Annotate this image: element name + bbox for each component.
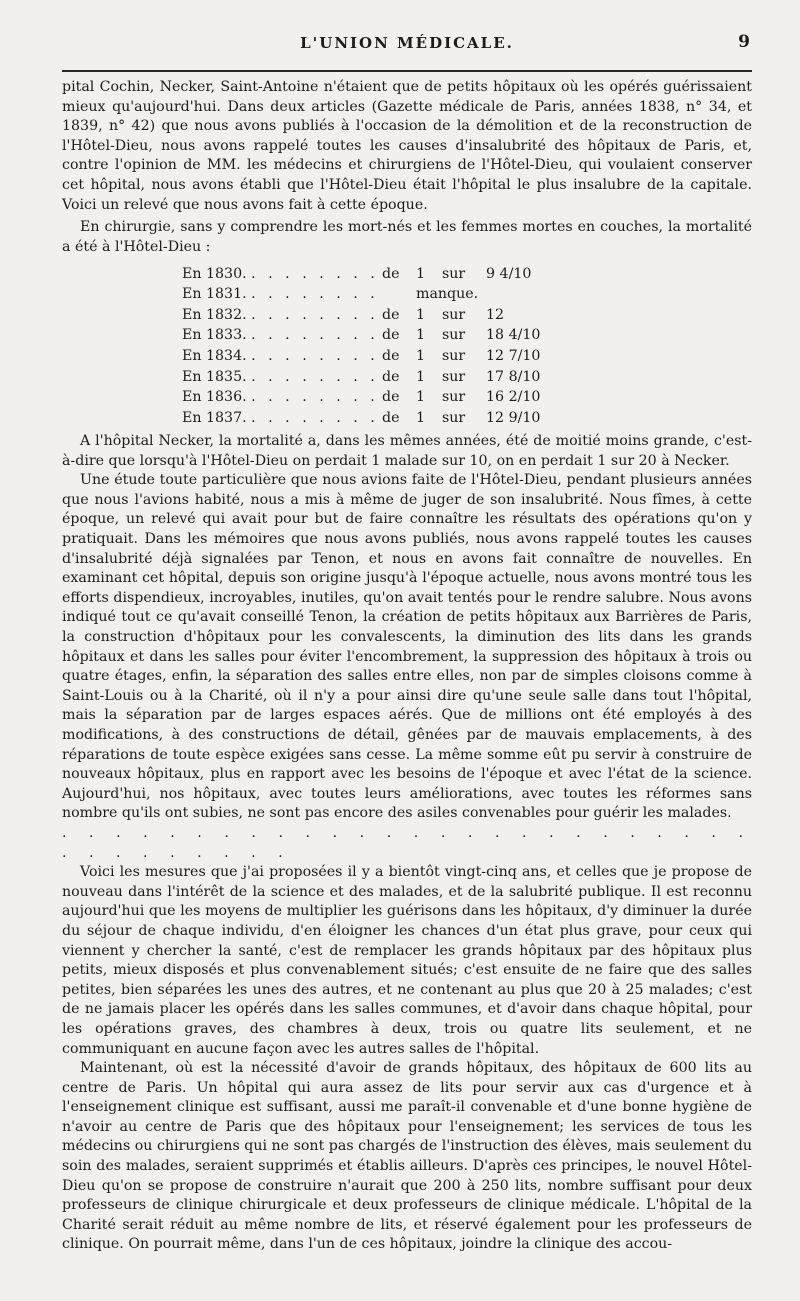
ratio-one: 1 bbox=[416, 306, 426, 323]
mortality-table bbox=[182, 263, 566, 428]
word-sur: sur bbox=[442, 409, 466, 426]
ratio-one: 1 bbox=[416, 368, 426, 385]
word-de: de bbox=[382, 306, 400, 323]
body-text bbox=[62, 78, 752, 1255]
dot-leader: . . . . . . . . bbox=[251, 327, 379, 344]
word-sur: sur bbox=[442, 265, 466, 282]
word-de: de bbox=[382, 389, 400, 406]
word-sur: sur bbox=[442, 348, 466, 365]
dot-leader: . . . . . . . . bbox=[251, 368, 379, 385]
ratio-one: 1 bbox=[416, 348, 426, 365]
page-number: 9 bbox=[738, 32, 750, 52]
paragraph-3: A l'hôpital Necker, la mortalité a, dans les mêmes années, été de moitié moins grande, c'est-à-dire que lorsqu'à l'Hôtel-Dieu on perdait 1 malade sur 10, on en perdait 1 sur 20 à Necker. bbox=[62, 433, 752, 469]
word-sur: sur bbox=[442, 327, 466, 344]
running-title: L'UNION MÉDICALE. bbox=[300, 34, 514, 52]
ratio-one: 1 bbox=[416, 265, 426, 282]
dot-leader: . . . . . . . . bbox=[251, 409, 379, 426]
ratio-one: 1 bbox=[416, 389, 426, 406]
paragraph-5: Voici les mesures que j'ai proposées il y a bientôt vingt-cinq ans, et celles que je propose de nouveau dans l'intérêt de la science et des malades, et de la salubrité publique. Il est reconnu aujourd'hui que les moyens de multiplier les guérisons dans les hôpitaux, d'y diminuer la durée du séjour de chaque individu, d'en éloigner les chances d'un état plus grave, pour ceux qui viennent y chercher la santé, c'est de remplacer les grands hôpitaux par des hôpitaux plus petits, mieux disposés et plus convenablement situés; c'est ensuite de ne faire que des salles petites, bien séparées les unes des autres, et ne contenant au plus que 20 à 25 malades; c'est de ne jamais placer les opérés dans les salles communes, et d'avoir dans chaque hôpital, pour les opérations graves, des chambres à deux, trois ou quatre lits seulement, et ne communiquant en aucune façon avec les autres salles de l'hôpital. bbox=[62, 864, 752, 1057]
paragraph-4-leaders: . . . . . . . . . . . . . . . . . . . . . . . . . . . . . . . . . . . bbox=[62, 824, 752, 861]
table-row bbox=[182, 387, 566, 408]
year-label: En 1833. bbox=[182, 327, 247, 344]
word-de: de bbox=[382, 409, 400, 426]
word-sur: sur bbox=[442, 306, 466, 323]
year-label: En 1830. bbox=[182, 265, 247, 282]
year-label: En 1837. bbox=[182, 409, 247, 426]
word-de: de bbox=[382, 327, 400, 344]
year-label: En 1832. bbox=[182, 306, 247, 323]
paragraph-4: Une étude toute particulière que nous avions faite de l'Hôtel-Dieu, pendant plusieurs années que nous l'avions habité, nous a mis à même de juger de son insalubrité. Nous fîmes, à cette époque, un relevé qui avait pour but de faire connaître les résultats des opérations qu'on y pratiquait. Dans les mémoires que nous avons publiés, nous avons rappelé toutes les causes d'insalubrité déjà signalées par Tenon, et nous en avons fait connaître de nouvelles. En examinant cet hôpital, depuis son origine jusqu'à l'époque actuelle, nous avons montré tous les efforts dispendieux, incroyables, inutiles, qu'on avait tentés pour le rendre salubre. Nous avons indiqué tout ce qu'avait conseillé Tenon, la création de petits hôpitaux aux Barrières de Paris, la construction d'hôpitaux pour les convalescents, la diminution des lits dans les grands hôpitaux et dans les salles pour éviter l'encombrement, la suppression des hôpitaux à trois ou quatre étages, enfin, la séparation des salles entre elles, non par de simples cloisons comme à Saint-Louis ou à la Charité, où il n'y a pour ainsi dire qu'une seule salle dans tout l'hôpital, mais la séparation par de larges espaces aérés. Que de millions ont été employés à des modifications, à des constructions de détail, gênées par de mauvais emplacements, à des réparations de toute espèce exigées sans cesse. La même somme eût pu servir à construire de nouveaux hôpitaux, plus en rapport avec les besoins de l'époque et avec l'état de la science. Aujourd'hui, nos hôpitaux, avec toutes leurs améliorations, avec toutes les réformes sans nombre qu'ils ont subies, ne sont pas encore des asiles convenables pour guérir les malades. bbox=[62, 472, 752, 822]
ratio-value: 17 8/10 bbox=[486, 368, 541, 385]
table-row bbox=[182, 263, 566, 284]
ratio-value: 12 bbox=[486, 306, 505, 323]
word-sur: sur bbox=[442, 389, 466, 406]
year-label: En 1835. bbox=[182, 368, 247, 385]
table-row bbox=[182, 346, 566, 367]
dot-leader: . . . . . . . . bbox=[251, 265, 379, 282]
year-label: En 1831. bbox=[182, 286, 247, 303]
ratio-value: 12 7/10 bbox=[486, 348, 541, 365]
word-sur: sur bbox=[442, 368, 466, 385]
ratio-one: 1 bbox=[416, 327, 426, 344]
ratio-value: 12 9/10 bbox=[486, 409, 541, 426]
dot-leader: . . . . . . . . bbox=[251, 389, 379, 406]
word-de: de bbox=[382, 368, 400, 385]
table-row bbox=[182, 366, 566, 387]
year-label: En 1834. bbox=[182, 348, 247, 365]
dot-leader: . . . . . . . . bbox=[251, 348, 379, 365]
ratio-value: 18 4/10 bbox=[486, 327, 541, 344]
ratio-value: 16 2/10 bbox=[486, 389, 541, 406]
word-de: de bbox=[382, 265, 400, 282]
table-row bbox=[182, 284, 566, 305]
dot-leader: . . . . . . . . bbox=[251, 286, 379, 303]
missing-note: manque. bbox=[416, 286, 479, 303]
dot-leader: . . . . . . . . bbox=[251, 306, 379, 323]
paragraph-1: pital Cochin, Necker, Saint-Antoine n'étaient que de petits hôpitaux où les opérés guérissaient mieux qu'aujourd'hui. Dans deux articles (Gazette médicale de Paris, années 1838, n° 34, et 1839, n° 42) que nous avons publiés à l'occasion de la démolition et de la reconstruction de l'Hôtel-Dieu, nous avons rappelé toutes les causes d'insalubrité des hôpitaux de Paris, et, contre l'opinion de MM. les médecins et chirurgiens de l'Hôtel-Dieu, qui voulaient conserver cet hôpital, nous avons établi que l'Hôtel-Dieu était l'hôpital le plus insalubre de la capitale. Voici un relevé que nous avons fait à cette époque. bbox=[62, 79, 752, 213]
table-row bbox=[182, 305, 566, 326]
running-head bbox=[62, 34, 752, 56]
table-row bbox=[182, 325, 566, 346]
word-de: de bbox=[382, 348, 400, 365]
header-rule bbox=[62, 70, 752, 72]
paragraph-2: En chirurgie, sans y comprendre les mort-nés et les femmes mortes en couches, la mortalité a été à l'Hôtel-Dieu : bbox=[62, 219, 752, 255]
table-row bbox=[182, 408, 566, 429]
year-label: En 1836. bbox=[182, 389, 247, 406]
ratio-one: 1 bbox=[416, 409, 426, 426]
paragraph-6: Maintenant, où est la nécessité d'avoir de grands hôpitaux, des hôpitaux de 600 lits au centre de Paris. Un hôpital qui aura assez de lits pour servir aux cas d'urgence et à l'enseignement clinique est suffisant, aussi me paraît-il convenable et d'une bonne hygiène de n'avoir au centre de Paris que des hôpitaux pour l'enseignement; les services de tous les médecins ou chirurgiens qui ne sont pas chargés de l'instruction des élèves, mais seulement du soin des malades, seraient supprimés et établis ailleurs. D'après ces principes, le nouvel Hôtel-Dieu qu'on se propose de construire n'aurait que 200 à 250 lits, nombre suffisant pour deux professeurs de clinique chirurgicale et deux professeurs de clinique médicale. L'hôpital de la Charité serait réduit au même nombre de lits, et réservé également pour les professeurs de clinique. On pourrait même, dans l'un de ces hôpitaux, joindre la clinique des accou- bbox=[62, 1060, 752, 1253]
ratio-value: 9 4/10 bbox=[486, 265, 532, 282]
